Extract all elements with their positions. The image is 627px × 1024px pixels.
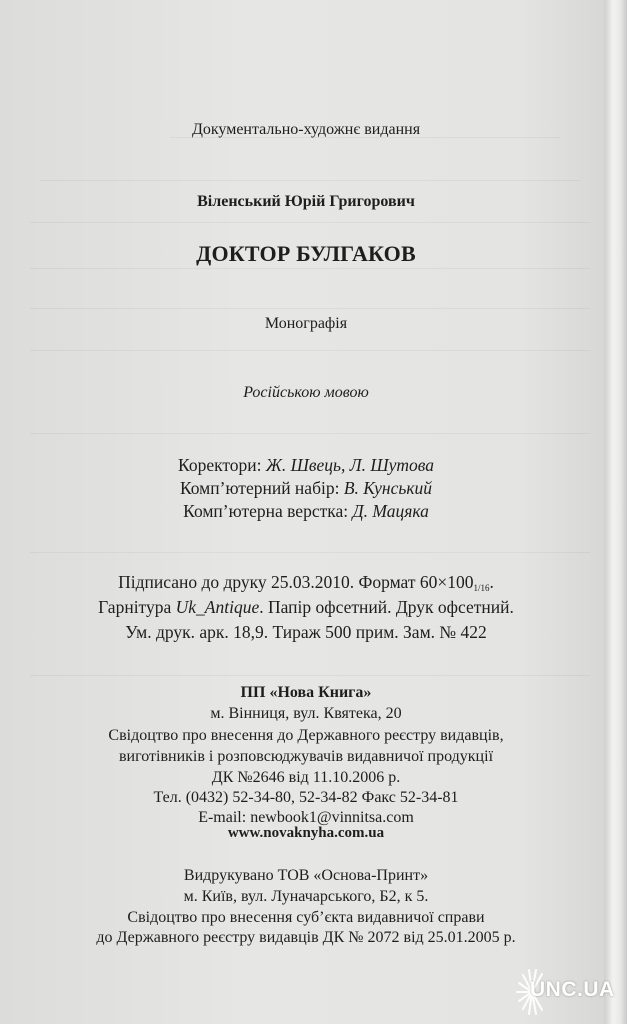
typeface-label: Гарнітура bbox=[98, 597, 176, 617]
typesetting-label: Комп’ютерний набір: bbox=[179, 478, 344, 498]
show-through-line bbox=[30, 222, 590, 223]
proofreaders-line bbox=[0, 455, 612, 475]
language-note: Російською мовою bbox=[243, 384, 369, 401]
publisher-cert-line-1: Свідоцтво про внесення до Державного реєстру видавців, bbox=[108, 727, 504, 744]
proofreaders-label: Коректори: bbox=[178, 455, 266, 475]
genre-line: Документально-художнє видання bbox=[191, 121, 421, 138]
watermark-text: UNC.UA bbox=[530, 978, 615, 1001]
proofreaders-names: Ж. Швець, Л. Шутова bbox=[265, 455, 434, 475]
publisher-name: ПП «Нова Книга» bbox=[240, 684, 372, 701]
show-through-line bbox=[30, 433, 590, 434]
format-fraction: 1/16 bbox=[473, 583, 490, 593]
show-through-line bbox=[30, 350, 590, 351]
publisher-address: м. Вінниця, вул. Квятека, 20 bbox=[210, 705, 402, 722]
layout-line bbox=[0, 501, 612, 521]
typeface-name: Uk_Antique bbox=[175, 597, 260, 617]
print-run-line: Ум. друк. арк. 18,9. Тираж 500 прим. Зам. № 422 bbox=[125, 622, 487, 642]
printer-line-4: до Державного реєстру видавців ДК № 2072 від 25.01.2005 р. bbox=[96, 929, 516, 946]
print-signed-text: Підписано до друку 25.03.2010. Формат 60×100 bbox=[118, 572, 474, 592]
book-title: ДОКТОР БУЛГАКОВ bbox=[196, 241, 416, 266]
printer-line-2: м. Київ, вул. Луначарського, Б2, к 5. bbox=[183, 888, 429, 905]
publisher-cert-line-3: ДК №2646 від 11.10.2006 р. bbox=[211, 769, 401, 786]
publisher-email: E-mail: newbook1@vinnitsa.com bbox=[198, 809, 414, 826]
typeface-line bbox=[0, 597, 612, 617]
printer-line-1: Видрукувано ТОВ «Основа-Принт» bbox=[183, 867, 429, 884]
show-through-line bbox=[40, 180, 580, 181]
book-type: Монографія bbox=[264, 315, 348, 332]
show-through-line bbox=[30, 675, 590, 676]
show-through-line bbox=[30, 268, 590, 269]
paper-print-text: . Папір офсетний. Друк офсетний. bbox=[259, 597, 514, 617]
show-through-line bbox=[30, 308, 590, 309]
print-signed-end: . bbox=[489, 572, 494, 592]
publisher-website: www.novaknyha.com.ua bbox=[227, 825, 385, 841]
typesetting-line bbox=[0, 478, 612, 498]
typesetting-name: В. Кунський bbox=[343, 478, 433, 498]
show-through-line bbox=[30, 552, 590, 553]
printer-line-3: Свідоцтво про внесення суб’єкта видавничої справи bbox=[127, 909, 485, 926]
layout-name: Д. Мацяка bbox=[352, 501, 429, 521]
layout-label: Комп’ютерна верстка: bbox=[183, 501, 353, 521]
publisher-phones: Тел. (0432) 52-34-80, 52-34-82 Факс 52-34-81 bbox=[153, 789, 459, 806]
print-signed-line bbox=[0, 572, 612, 598]
author-name: Віленський Юрій Григорович bbox=[197, 193, 415, 210]
publisher-cert-line-2: виготівників і розповсюджувачів видавничої продукції bbox=[118, 748, 494, 765]
page-edge bbox=[604, 0, 627, 1024]
